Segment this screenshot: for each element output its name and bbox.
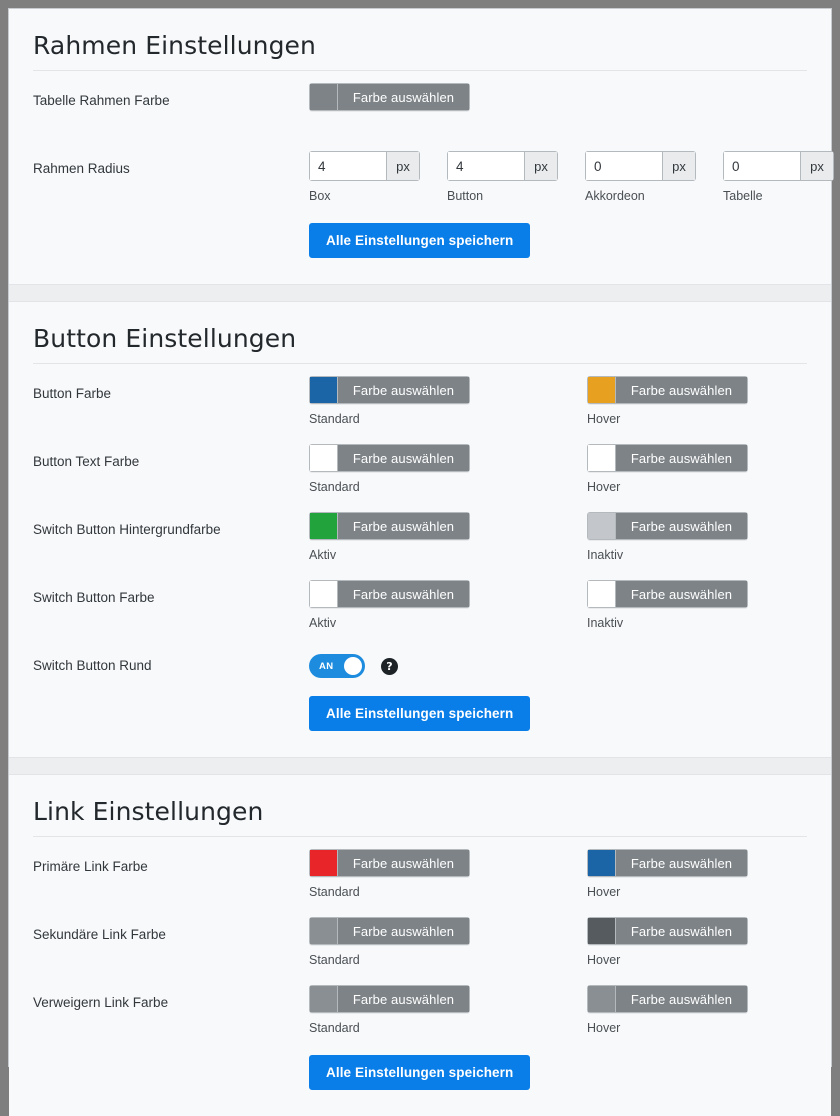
toggle-knob — [344, 657, 362, 675]
save-row-link — [33, 1055, 807, 1090]
label-switch-bg-farbe: Switch Button Hintergrundfarbe — [33, 522, 221, 537]
sublabel-switch-bg-active: Aktiv — [309, 548, 337, 562]
color-picker-link-primary-hover[interactable] — [587, 849, 748, 877]
section-divider-2 — [9, 757, 831, 775]
sublabel-link-deny-standard: Standard — [309, 1021, 360, 1035]
save-button-button[interactable]: Alle Einstellungen speichern — [309, 696, 530, 731]
color-picker-label[interactable]: Farbe auswählen — [616, 581, 747, 607]
sublabel-link-primary-hover: Hover — [587, 885, 621, 899]
sublabel-switch-color-inactive: Inaktiv — [587, 616, 624, 630]
color-picker-link-deny-hover[interactable] — [587, 985, 748, 1013]
color-picker-label[interactable]: Farbe auswählen — [338, 84, 469, 110]
row-switch-farbe — [33, 580, 807, 644]
color-picker-label[interactable]: Farbe auswählen — [338, 850, 469, 876]
radius-button-sublabel: Button — [447, 189, 484, 203]
save-row-rahmen — [33, 223, 807, 258]
row-secondary-link-farbe — [33, 917, 807, 981]
color-picker-label[interactable]: Farbe auswählen — [338, 986, 469, 1012]
color-picker-switch-bg-active[interactable] — [309, 512, 470, 540]
sublabel-button-text-hover: Hover — [587, 480, 621, 494]
section-rahmen — [9, 9, 831, 284]
color-picker-label[interactable]: Farbe auswählen — [338, 445, 469, 471]
switch-round-toggle[interactable] — [309, 654, 365, 678]
label-tabelle-rahmen-farbe: Tabelle Rahmen Farbe — [33, 93, 170, 108]
color-picker-label[interactable]: Farbe auswählen — [616, 850, 747, 876]
section-divider-1 — [9, 284, 831, 302]
color-swatch-button-text-standard[interactable] — [310, 445, 338, 471]
color-swatch-link-primary-standard[interactable] — [310, 850, 338, 876]
color-swatch-switch-bg-inactive[interactable] — [588, 513, 616, 539]
radius-box-sublabel: Box — [309, 189, 331, 203]
color-picker-link-secondary-hover[interactable] — [587, 917, 748, 945]
color-picker-label[interactable]: Farbe auswählen — [616, 918, 747, 944]
label-switch-rund: Switch Button Rund — [33, 658, 152, 673]
label-button-farbe: Button Farbe — [33, 386, 112, 401]
row-tabelle-rahmen-farbe — [33, 83, 807, 147]
sublabel-link-secondary-standard: Standard — [309, 953, 360, 967]
sublabel-link-deny-hover: Hover — [587, 1021, 621, 1035]
color-swatch-link-primary-hover[interactable] — [588, 850, 616, 876]
label-secondary-link-farbe: Sekundäre Link Farbe — [33, 927, 166, 942]
radius-table-unit: px — [800, 152, 833, 180]
color-picker-button-text-standard[interactable] — [309, 444, 470, 472]
color-picker-switch-bg-inactive[interactable] — [587, 512, 748, 540]
row-button-farbe — [33, 376, 807, 440]
row-rahmen-radius — [33, 151, 824, 217]
color-picker-label[interactable]: Farbe auswählen — [616, 986, 747, 1012]
label-primary-link-farbe: Primäre Link Farbe — [33, 859, 148, 874]
sublabel-link-primary-standard: Standard — [309, 885, 360, 899]
color-swatch-link-secondary-standard[interactable] — [310, 918, 338, 944]
toggle-on-label: AN — [319, 660, 334, 672]
label-switch-farbe: Switch Button Farbe — [33, 590, 155, 605]
sublabel-switch-color-active: Aktiv — [309, 616, 337, 630]
save-row-button — [33, 696, 807, 731]
color-picker-label[interactable]: Farbe auswählen — [338, 513, 469, 539]
color-swatch-switch-color-active[interactable] — [310, 581, 338, 607]
color-picker-button-text-hover[interactable] — [587, 444, 748, 472]
sublabel-button-text-standard: Standard — [309, 480, 360, 494]
section-title-link: Link Einstellungen — [33, 797, 807, 837]
color-picker-label[interactable]: Farbe auswählen — [616, 445, 747, 471]
color-picker-label[interactable]: Farbe auswählen — [338, 581, 469, 607]
color-picker-link-primary-standard[interactable] — [309, 849, 470, 877]
radius-box-group — [309, 151, 420, 217]
color-swatch-switch-bg-active[interactable] — [310, 513, 338, 539]
radius-button-input[interactable] — [448, 152, 524, 180]
settings-page — [8, 8, 832, 1080]
color-swatch-button-text-hover[interactable] — [588, 445, 616, 471]
color-picker-label[interactable]: Farbe auswählen — [338, 918, 469, 944]
color-picker-switch-color-active[interactable] — [309, 580, 470, 608]
section-title-button: Button Einstellungen — [33, 324, 807, 364]
color-swatch-switch-color-inactive[interactable] — [588, 581, 616, 607]
row-deny-link-farbe — [33, 985, 807, 1049]
section-button — [9, 302, 831, 757]
color-swatch-table-border[interactable] — [310, 84, 338, 110]
radius-box-unit: px — [386, 152, 419, 180]
color-picker-table-border[interactable] — [309, 83, 470, 111]
row-primary-link-farbe — [33, 849, 807, 913]
color-swatch-link-deny-hover[interactable] — [588, 986, 616, 1012]
sublabel-button-hover: Hover — [587, 412, 621, 426]
radius-accordion-group — [585, 151, 696, 217]
color-swatch-link-deny-standard[interactable] — [310, 986, 338, 1012]
color-picker-switch-color-inactive[interactable] — [587, 580, 748, 608]
row-button-text-farbe — [33, 444, 807, 508]
radius-table-sublabel: Tabelle — [723, 189, 763, 203]
section-link — [9, 775, 831, 1116]
color-picker-label[interactable]: Farbe auswählen — [616, 513, 747, 539]
color-swatch-button-hover[interactable] — [588, 377, 616, 403]
radius-button-unit: px — [524, 152, 557, 180]
color-swatch-button-standard[interactable] — [310, 377, 338, 403]
color-picker-label[interactable]: Farbe auswählen — [616, 377, 747, 403]
radius-box-input[interactable] — [310, 152, 386, 180]
sublabel-switch-bg-inactive: Inaktiv — [587, 548, 624, 562]
radius-accordion-unit: px — [662, 152, 695, 180]
color-swatch-link-secondary-hover[interactable] — [588, 918, 616, 944]
color-picker-button-standard[interactable] — [309, 376, 470, 404]
section-title-rahmen: Rahmen Einstellungen — [33, 31, 807, 71]
color-picker-link-deny-standard[interactable] — [309, 985, 470, 1013]
radius-button-group — [447, 151, 558, 217]
radius-table-group — [723, 151, 834, 217]
color-picker-link-secondary-standard[interactable] — [309, 917, 470, 945]
radius-accordion-sublabel: Akkordeon — [585, 189, 645, 203]
color-picker-label[interactable]: Farbe auswählen — [338, 377, 469, 403]
sublabel-button-standard: Standard — [309, 412, 360, 426]
help-icon[interactable]: ? — [381, 658, 398, 675]
radius-accordion-input[interactable] — [586, 152, 662, 180]
save-button-rahmen[interactable]: Alle Einstellungen speichern — [309, 223, 530, 258]
color-picker-button-hover[interactable] — [587, 376, 748, 404]
radius-table-input[interactable] — [724, 152, 800, 180]
label-rahmen-radius: Rahmen Radius — [33, 161, 130, 176]
save-button-link[interactable]: Alle Einstellungen speichern — [309, 1055, 530, 1090]
row-switch-bg-farbe — [33, 512, 807, 576]
row-switch-rund — [33, 648, 807, 678]
label-button-text-farbe: Button Text Farbe — [33, 454, 140, 469]
sublabel-link-secondary-hover: Hover — [587, 953, 621, 967]
label-deny-link-farbe: Verweigern Link Farbe — [33, 995, 169, 1010]
